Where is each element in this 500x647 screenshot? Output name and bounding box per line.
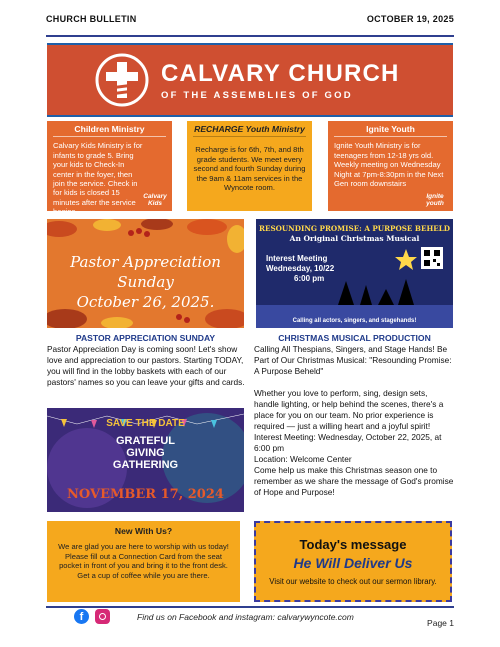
sermon-title: He Will Deliver Us xyxy=(293,555,413,571)
card-text: Calvary Kids Ministry is for infants to grade 5. Bring your kids to Check-In center in the foyer, then join the service. Check in for kids is closed 15 minutes after the service begins. xyxy=(53,141,143,217)
musical-subtitle: An Original Christmas Musical xyxy=(289,234,420,243)
card-text: Recharge is for 6th, 7th, and 8th grade students. We meet every second and fourth Sunday during the 9am & 11am services in the Wyncote room. xyxy=(193,145,306,193)
pastor-appreciation-body: Pastor Appreciation Day is coming soon! Let's show love and appreciation to our pastors. Starting TODAY, you will find in the lobby baskets with each of our pastors' names so you can leave your gifts and cards. xyxy=(47,344,245,387)
new-with-us-box xyxy=(47,521,240,602)
recharge-youth-card xyxy=(187,121,312,211)
christmas-musical-heading: CHRISTMAS MUSICAL PRODUCTION xyxy=(278,333,431,343)
church-name: CALVARY CHURCH xyxy=(161,59,400,87)
card-title: Ignite Youth xyxy=(334,125,447,137)
facebook-icon[interactable]: f xyxy=(74,609,89,624)
gathering-title1: GRATEFUL xyxy=(115,435,176,447)
pastor-appreciation-heading: PASTOR APPRECIATION SUNDAY xyxy=(75,333,216,343)
footer-social-text: Find us on Facebook and instagram: calvarywyncote.com xyxy=(137,612,354,622)
christmas-musical-image xyxy=(256,219,453,328)
header-divider xyxy=(46,35,454,37)
calvary-kids-logo: Calvary Kids xyxy=(143,193,167,207)
bulletin-date: OCTOBER 19, 2025 xyxy=(366,14,454,24)
musical-paragraph: Interest Meeting: Wednesday, October 22, 2025, at 6:00 pm xyxy=(254,432,442,453)
bulletin-header xyxy=(46,14,454,30)
musical-paragraph: Location: Welcome Center xyxy=(254,454,352,464)
bulletin-label: CHURCH BULLETIN xyxy=(46,14,137,24)
todays-message-heading: Today's message xyxy=(299,537,407,552)
gathering-title2: GIVING xyxy=(126,447,165,459)
musical-call: Calling all actors, singers, and stagehands! xyxy=(292,318,417,324)
card-title: Children Ministry xyxy=(53,125,166,137)
card-title: RECHARGE Youth Ministry xyxy=(193,125,306,137)
meeting-line2: Wednesday, 10/22 xyxy=(266,264,335,273)
pastor-image-line2: October 26, 2025. xyxy=(76,293,215,311)
meeting-line3: 6:00 pm xyxy=(294,274,325,283)
pastor-appreciation-image xyxy=(47,219,244,328)
cross-logo-icon xyxy=(95,53,149,107)
card-text: Ignite Youth Ministry is for teenagers from 12-18 yrs old. Weekly meeting on Wednesday Night at 7pm-8:30pm in the Next Gen room downstairs xyxy=(334,141,444,189)
musical-paragraph: Calling All Thespians, Singers, and Stage Hands! Be Part of Our Christmas Musical: "Resounding Promise: A Purpose Beheld" xyxy=(254,344,452,376)
musical-paragraph: Whether you love to perform, sing, design sets, handle lighting, or help behind the scenes, there's a place for you on our team. No prior experience is required — just a willing heart and a joyful spirit! xyxy=(254,388,444,431)
save-the-date-label: SAVE THE DATE xyxy=(106,418,185,429)
gathering-title3: GATHERING xyxy=(112,459,179,471)
meeting-line1: Interest Meeting xyxy=(266,254,328,263)
children-ministry-card xyxy=(47,121,172,217)
todays-message-box xyxy=(254,521,452,602)
musical-title: RESOUNDING PROMISE: A PURPOSE BEHELD xyxy=(259,224,450,233)
new-with-us-title: New With Us? xyxy=(114,526,173,536)
page-number: Page 1 xyxy=(427,618,454,628)
christmas-musical-body xyxy=(254,344,454,498)
footer-divider xyxy=(46,606,454,608)
musical-paragraph: Come help us make this Christmas season one to remember as we share the message of God's promise of Hope and Purpose! xyxy=(254,465,454,497)
pastor-image-line1: Pastor Appreciation Sunday xyxy=(70,253,221,291)
church-subtitle: OF THE ASSEMBLIES OF GOD xyxy=(161,89,353,101)
gathering-date: NOVEMBER 17, 2024 xyxy=(67,487,224,502)
sermon-library-note: Visit our website to check out our sermon library. xyxy=(269,577,437,586)
social-icons xyxy=(74,609,110,624)
instagram-icon[interactable] xyxy=(95,609,110,624)
ignite-youth-logo: Ignite youth xyxy=(426,193,444,207)
ignite-youth-card xyxy=(328,121,453,211)
church-banner xyxy=(47,43,453,117)
grateful-giving-gathering-image xyxy=(47,408,244,512)
new-with-us-text: We are glad you are here to worship with us today! Please fill out a Connection Card from the seat pocket in front of you and bring it to the front desk. Get a cup of coffee while you are there. xyxy=(58,542,229,580)
